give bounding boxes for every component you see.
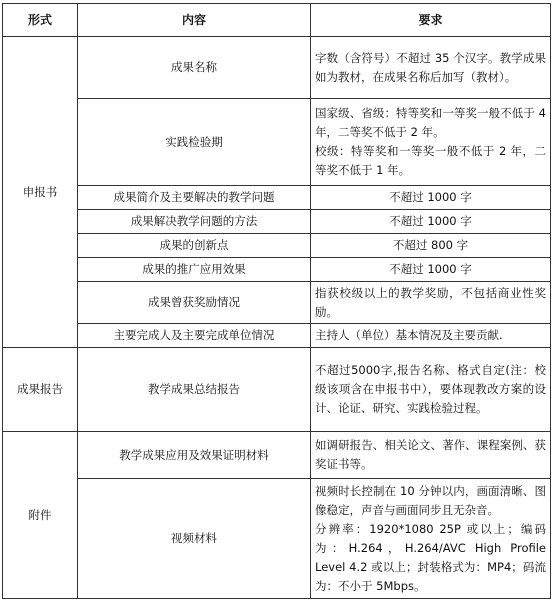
requirement-text: 不超过 1000 字 (389, 190, 472, 204)
table-row (3, 432, 551, 479)
table-row (3, 234, 551, 258)
requirement-cell (311, 210, 551, 234)
table-row (3, 282, 551, 324)
table-row (3, 479, 551, 599)
requirement-text: 指获校级以上的教学奖励，不包括商业性奖励。 (315, 285, 546, 319)
requirement-cell (311, 432, 551, 479)
requirement-text: 国家级、省级：特等奖和一等奖一般不低于 4 年，二等奖不低于 2 年。 (315, 106, 546, 139)
requirement-text: 字数（含符号）不超过 35 个汉字。教学成果如为教材，在成果名称后加写（教材）。 (315, 50, 546, 84)
content-cell: 成果简介及主要解决的教学问题 (78, 186, 311, 210)
header-requirement: 要求 (311, 4, 551, 37)
content-cell: 教学成果应用及效果证明材料 (78, 432, 311, 479)
requirements-table (2, 3, 551, 599)
requirement-cell (311, 282, 551, 324)
requirement-text: 不超过5000字,报告名称、格式自定(注：校级该项含在申报书中），要体现教改方案的设计、论证、研究、实践检验过程。 (315, 363, 546, 415)
requirement-text: 不超过 1000 字 (389, 214, 472, 228)
table-header-row (3, 4, 551, 37)
content-cell: 成果解决教学问题的方法 (78, 210, 311, 234)
content-cell: 视频材料 (78, 479, 311, 599)
table-row (3, 324, 551, 348)
form-cell-report: 成果报告 (3, 348, 78, 432)
requirement-text: 分辨率：1920*1080 25P 或以上；编码为：H.264，H.264/AVC High Profile Level 4.2 或以上；封装格式为：MP4；码流为：不小于 5Mbps。 (315, 521, 546, 593)
requirement-cell (311, 324, 551, 348)
header-content: 内容 (78, 4, 311, 37)
requirement-cell (311, 37, 551, 99)
content-cell: 成果名称 (78, 37, 311, 99)
table-row (3, 210, 551, 234)
content-cell: 成果的推广应用效果 (78, 258, 311, 282)
content-cell: 教学成果总结报告 (78, 348, 311, 432)
content-cell: 实践检验期 (78, 99, 311, 186)
requirement-cell (311, 234, 551, 258)
content-cell: 主要完成人及主要完成单位情况 (78, 324, 311, 348)
requirement-cell (311, 348, 551, 432)
requirement-text: 如调研报告、相关论文、著作、课程案例、获奖证书等。 (315, 438, 546, 471)
requirement-text: 视频时长控制在 10 分钟以内，画面清晰、图像稳定，声音与画面同步且无杂音。 (315, 483, 546, 517)
requirement-text: 不超过 1000 字 (389, 262, 472, 276)
table-row (3, 99, 551, 186)
content-cell: 成果曾获奖励情况 (78, 282, 311, 324)
requirement-cell (311, 186, 551, 210)
table-row (3, 37, 551, 99)
header-form: 形式 (3, 4, 78, 37)
form-cell-attachment: 附件 (3, 432, 78, 599)
requirement-cell (311, 99, 551, 186)
requirement-text: 不超过 800 字 (392, 238, 469, 252)
table-row (3, 186, 551, 210)
requirement-text: 主持人（单位）基本情况及主要贡献. (315, 328, 503, 342)
content-cell: 成果的创新点 (78, 234, 311, 258)
table-row (3, 258, 551, 282)
form-cell-application: 申报书 (3, 37, 78, 348)
table-row (3, 348, 551, 432)
requirement-cell (311, 479, 551, 599)
requirement-cell (311, 258, 551, 282)
requirement-text: 校级：特等奖和一等奖一般不低于 2 年，二等奖不低于 1 年。 (315, 144, 546, 177)
